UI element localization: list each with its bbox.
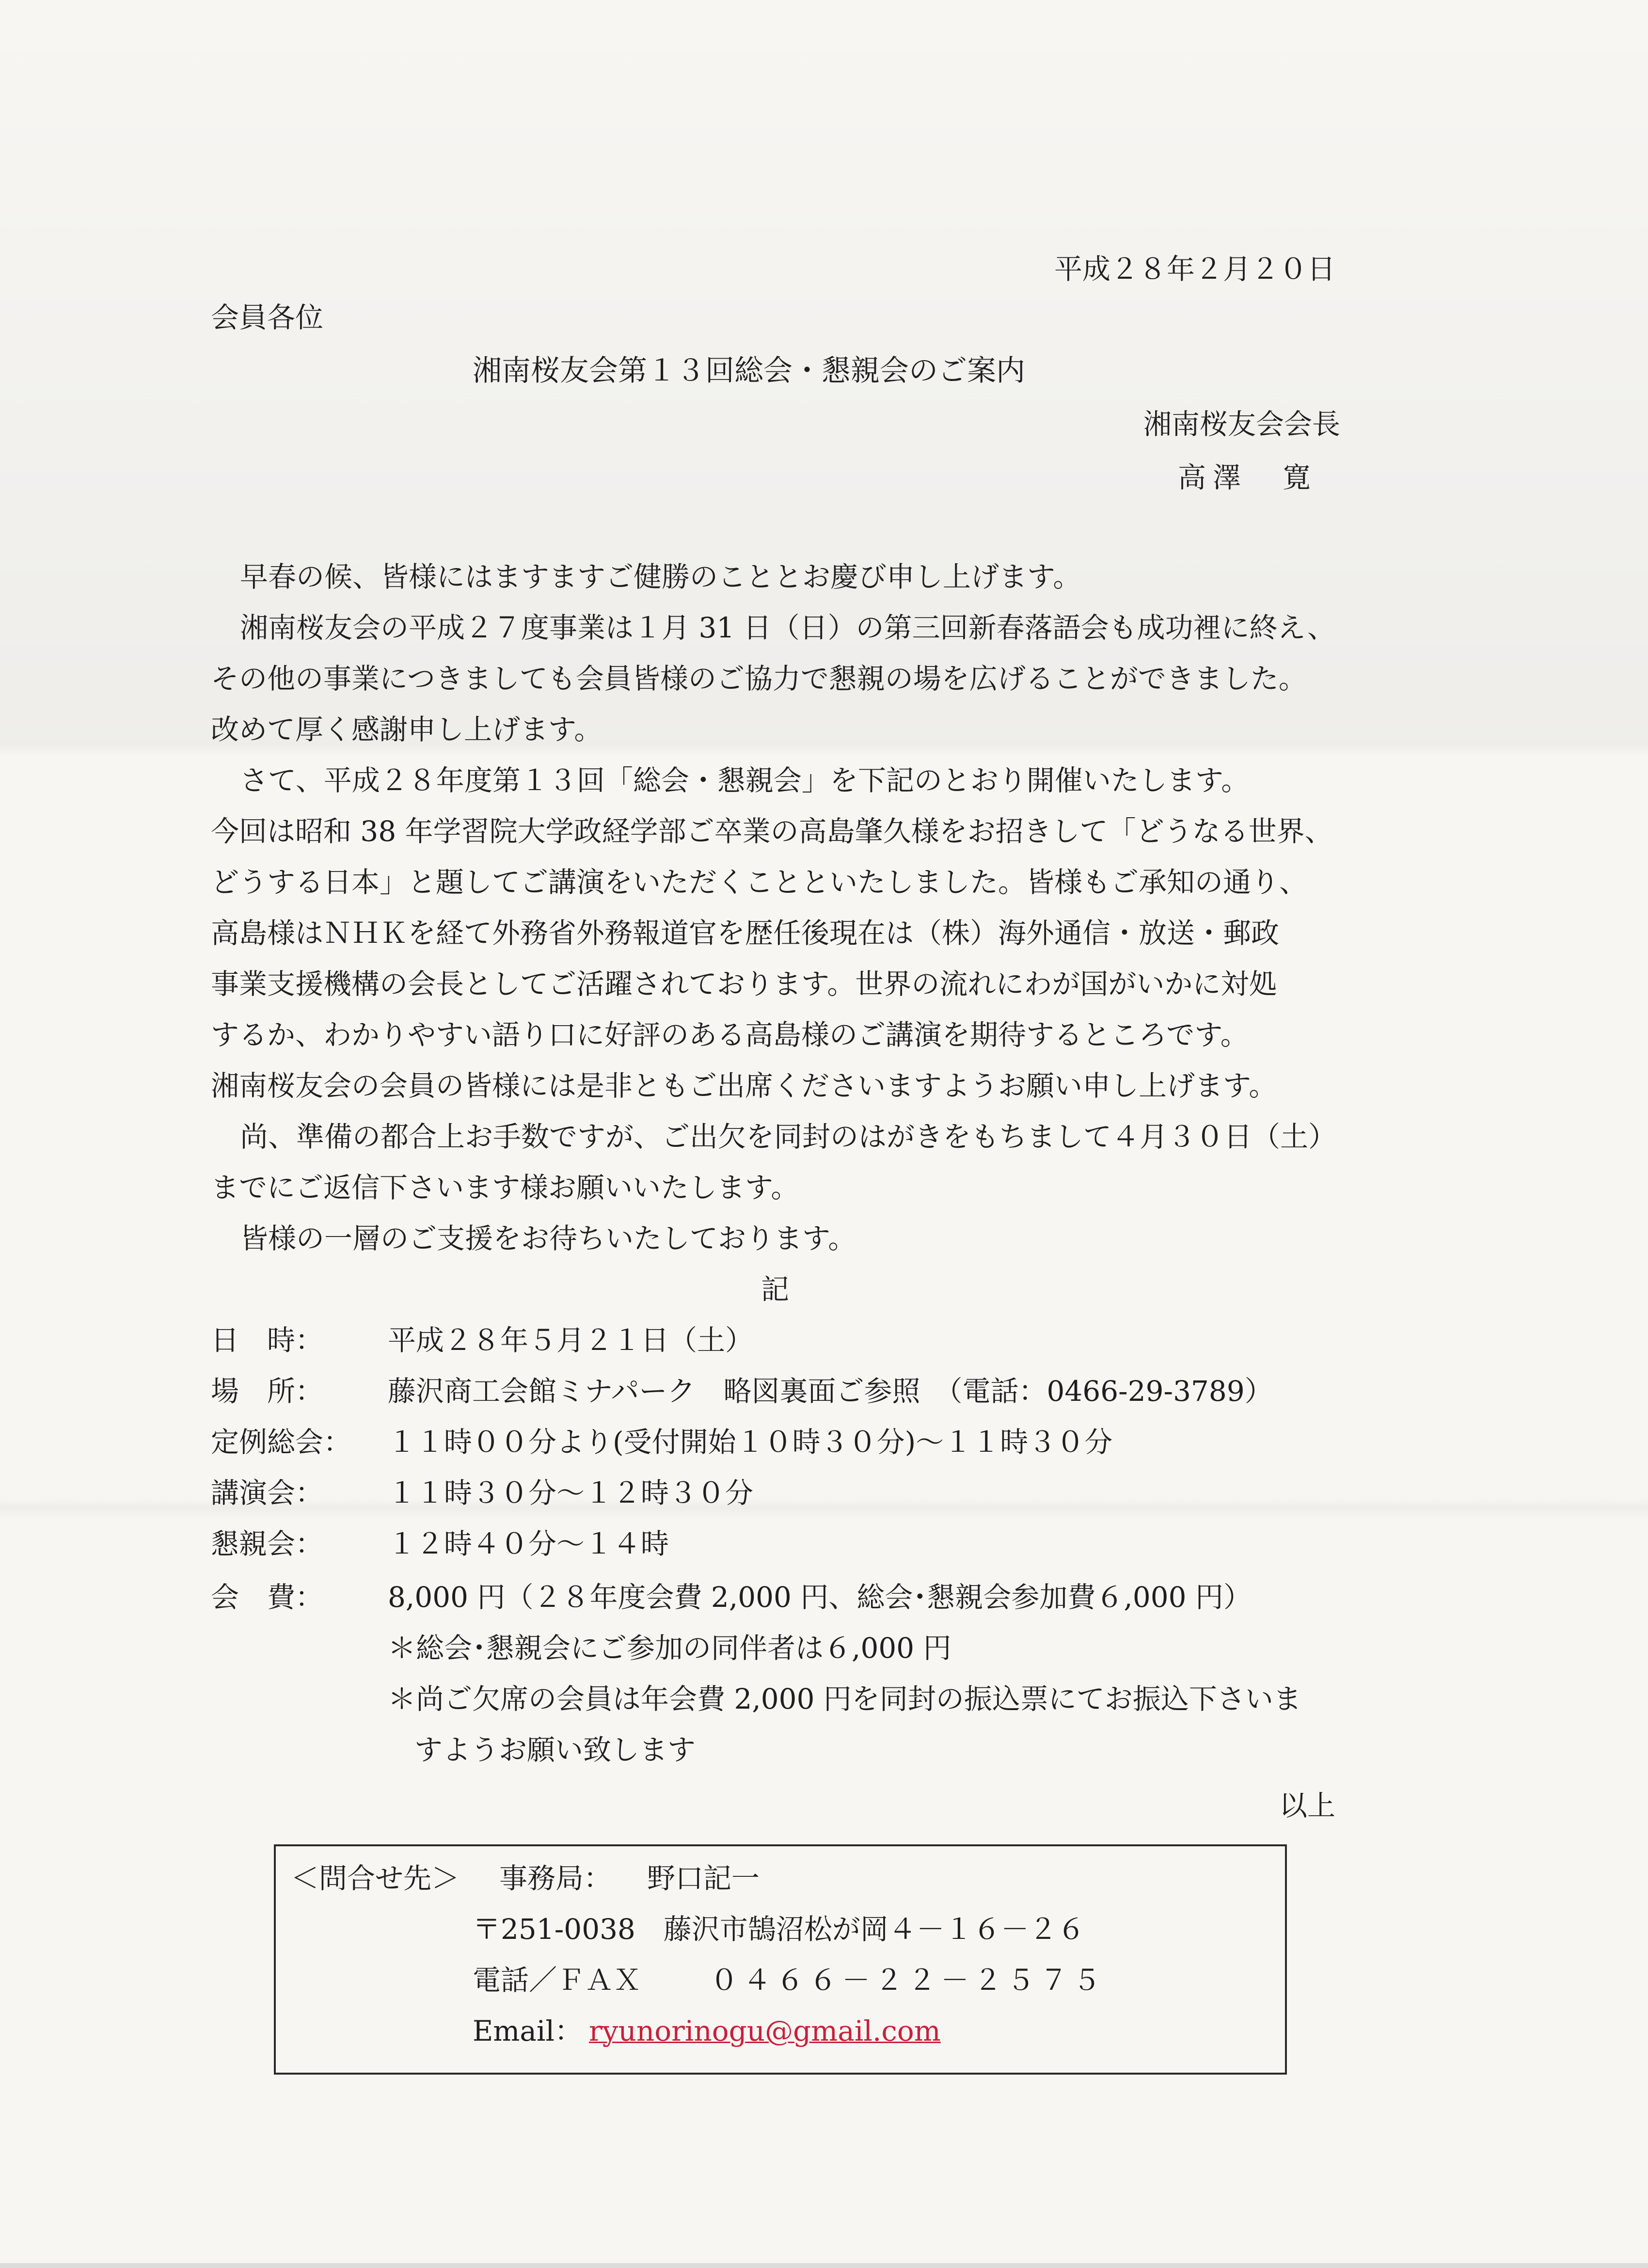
detail-label-datetime: 日 時： <box>211 1324 324 1357</box>
detail-label-social: 懇親会： <box>211 1527 324 1560</box>
note-line: ＊総会･懇親会にご参加の同伴者は６,000 円 <box>388 1632 951 1665</box>
body-line: その他の事業につきましても会員皆様のご協力で懇親の場を広げることができました。 <box>211 662 1307 695</box>
detail-value-fee: 8,000 円（２８年度会費 2,000 円、総会･懇親会参加費６,000 円） <box>388 1581 1252 1614</box>
body-line: 改めて厚く感謝申し上げます。 <box>211 713 602 746</box>
body-line: するか、わかりやすい語り口に好評のある高島様のご講演を期待するところです。 <box>211 1018 1249 1051</box>
addressee: 会員各位 <box>211 301 324 334</box>
body-line: 湘南桜友会の会員の皆様には是非ともご出席くださいますようお願い申し上げます。 <box>211 1069 1277 1102</box>
detail-value-social: １２時４０分～１４時 <box>388 1527 669 1560</box>
body-line: 尚、準備の都合上お手数ですが、ご出欠を同封のはがきをもちまして４月３０日（土） <box>240 1120 1337 1153</box>
body-line: 高島様はＮＨＫを経て外務省外務報道官を歴任後現在は（株）海外通信・放送・郵政 <box>211 917 1280 950</box>
body-line: 湘南桜友会の平成２７度事業は１月 31 日（日）の第三回新春落語会も成功裡に終え、 <box>240 611 1336 644</box>
contact-address: 〒251-0038 藤沢市鵠沼松が岡４－１６－２６ <box>473 1913 1085 1946</box>
body-line: さて、平成２８年度第１３回「総会・懇親会」を下記のとおり開催いたします。 <box>240 764 1250 797</box>
body-line: 事業支援機構の会長としてご活躍されております。世界の流れにわが国がいかに対処 <box>211 967 1277 1000</box>
detail-label-lecture: 講演会： <box>211 1476 324 1509</box>
document-date: 平成２８年２月２０日 <box>1054 253 1335 285</box>
contact-office-name: 野口記一 <box>647 1862 760 1895</box>
contact-office-label: 事務局： <box>499 1862 612 1895</box>
sender-organization: 湘南桜友会会長 <box>1143 408 1340 441</box>
document-title: 湘南桜友会第１３回総会・懇親会のご案内 <box>473 354 1025 388</box>
body-line: 早春の候、皆様にはますますご健勝のこととお慶び申し上げます。 <box>240 560 1081 593</box>
closing-ijou: 以上 <box>1279 1789 1335 1822</box>
body-line: 今回は昭和 38 年学習院大学政経学部ご卒業の高島肇久様をお招きして「どうなる世界、 <box>211 815 1333 848</box>
contact-email-label: Email： <box>473 2014 583 2047</box>
body-line: 皆様の一層のご支援をお待ちいたしております。 <box>240 1222 856 1255</box>
note-line: すようお願い致します <box>414 1733 696 1766</box>
detail-value-venue: 藤沢商工会館ミナパーク 略図裏面ご参照 （電話：0466-29-3789） <box>388 1375 1273 1408</box>
detail-label-venue: 場 所： <box>211 1375 324 1408</box>
body-line: までにご返信下さいます様お願いいたします。 <box>211 1171 799 1204</box>
detail-label-fee: 会 費： <box>211 1581 324 1614</box>
contact-header: ＜問合せ先＞ <box>291 1862 460 1895</box>
contact-phone-label: 電話／ＦＡＸ <box>473 1964 642 1997</box>
note-line: ＊尚ご欠席の会員は年会費 2,000 円を同封の振込票にてお振込下さいま <box>388 1682 1301 1715</box>
contact-phone: ０４６６－２２－２５７５ <box>710 1964 1106 1997</box>
contact-email-link[interactable]: ryunorinogu@gmail.com <box>589 2014 941 2047</box>
ki-heading: 記 <box>761 1273 790 1306</box>
detail-value-lecture: １１時３０分～１２時３０分 <box>388 1476 754 1509</box>
detail-value-datetime: 平成２８年５月２１日（土） <box>388 1324 754 1357</box>
detail-value-general-meeting: １１時００分より(受付開始１０時３０分)～１１時３０分 <box>388 1426 1113 1459</box>
sender-name: 高澤 寛 <box>1178 461 1318 494</box>
scan-edge <box>0 2263 1648 2268</box>
detail-label-general-meeting: 定例総会： <box>211 1426 352 1459</box>
body-line: どうする日本」と題してご講演をいただくことといたしました。皆様もご承知の通り、 <box>211 866 1308 899</box>
